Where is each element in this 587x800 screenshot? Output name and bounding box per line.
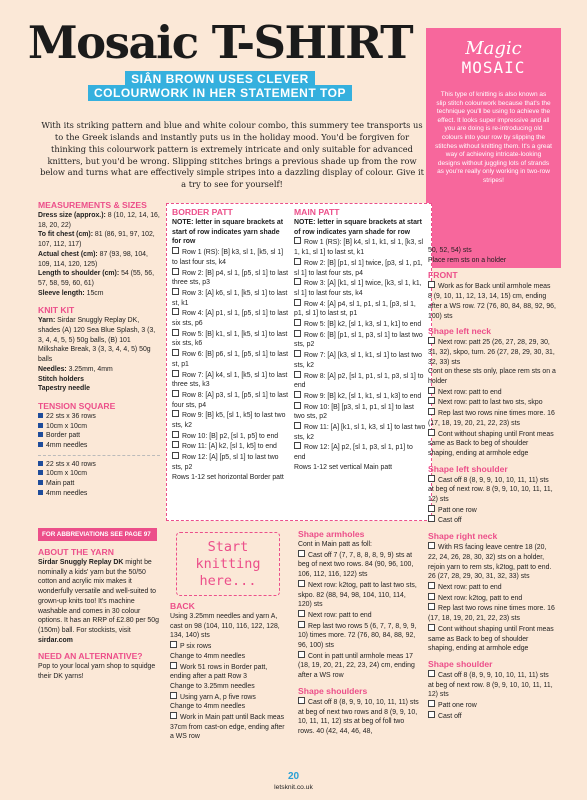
main-patt-heading: MAIN PATT bbox=[294, 207, 340, 217]
back-heading: BACK bbox=[170, 601, 195, 611]
checkbox-icon[interactable] bbox=[298, 697, 305, 704]
armholes-row: Cont in patt until armhole meas 17 (18, 19, 20, 21, 22, 23, 24) cm, ending after a WS row bbox=[298, 652, 415, 680]
checkbox-icon[interactable] bbox=[294, 330, 301, 337]
measure-sleeve: Sleeve length: 15cm bbox=[38, 289, 104, 297]
checkbox-icon[interactable] bbox=[294, 319, 301, 326]
measure-actual-chest: Actual chest (cm): 87 (93, 98, 104, 109, 114, 120, 125) bbox=[38, 250, 148, 268]
divider bbox=[38, 455, 160, 456]
left-neck-row: Next row: patt to end bbox=[428, 387, 556, 398]
checkbox-icon[interactable] bbox=[172, 308, 179, 315]
checkbox-icon[interactable] bbox=[428, 603, 435, 610]
tension-item: 10cm x 10cm bbox=[38, 422, 160, 432]
checkbox-icon[interactable] bbox=[294, 371, 301, 378]
knit-kit-heading: KNIT KIT bbox=[38, 305, 75, 316]
back-text: Change to 3.25mm needles bbox=[170, 682, 255, 690]
left-neck-row: Rep last two rows nine times more. 16 (17, 18, 19, 20, 21, 22, 23) sts bbox=[428, 410, 555, 427]
bullet-square-icon bbox=[38, 470, 43, 475]
back-text: Using 3.25mm needles and yarn A, cast on 98 (104, 110, 116, 122, 128, 134, 140) sts bbox=[170, 613, 280, 640]
bullet-square-icon bbox=[38, 442, 43, 447]
checkbox-icon[interactable] bbox=[172, 452, 179, 459]
checkbox-icon[interactable] bbox=[294, 402, 301, 409]
tension-item: Border patt bbox=[38, 431, 160, 441]
checkbox-icon[interactable] bbox=[294, 391, 301, 398]
checkbox-icon[interactable] bbox=[172, 370, 179, 377]
start-knitting-badge: Start knitting here... bbox=[176, 532, 280, 596]
checkbox-icon[interactable] bbox=[428, 542, 435, 549]
right-shoulder-heading: Shape shoulder bbox=[428, 658, 493, 669]
checkbox-icon[interactable] bbox=[170, 662, 177, 669]
right-neck-row: Next row: k2tog, patt to end bbox=[428, 593, 556, 604]
left-neck-heading: Shape left neck bbox=[428, 326, 492, 337]
back-row: Work in Main patt until Back meas 37cm from cast-on edge, ending after a WS row bbox=[170, 714, 285, 741]
right-shoulder-row: Patt one row bbox=[428, 700, 556, 711]
abbreviations-bar: FOR ABBREVIATIONS SEE PAGE 97 bbox=[38, 528, 157, 541]
left-column bbox=[38, 200, 160, 499]
shoulders-row: Cast off 8 (8, 9, 9, 10, 10, 11, 11) sts at beg of next two rows and 8 (9, 9, 10, 10, 11, 11, 12) sts at beg of foll two rows. 40 (42, 44, 46, 48, bbox=[298, 698, 419, 735]
left-shoulder-row: Cast off bbox=[428, 515, 556, 526]
right-neck-row: With RS facing leave centre 18 (20, 22, 24, 26, 28, 30, 32) sts on a holder, rejoin yarn to rem sts, k2tog, patt to end. 26 (27, 28, 29, 30, 31, 32, 33) sts bbox=[428, 544, 552, 581]
measure-to-fit-chest: To fit chest (cm): 81 (86, 91, 97, 102, 107, 112, 117) bbox=[38, 231, 155, 249]
main-row: Row 4: [A] p4, sl 1, p1, sl 1, [p3, sl 1, p1, sl 1] to last st, p1 bbox=[294, 300, 416, 318]
left-shoulder-row: Cast off 8 (8, 9, 9, 10, 10, 11, 11) sts at beg of next row. 8 (9, 9, 10, 10, 11, 11, 12) sts bbox=[428, 476, 553, 504]
page-title: Mosaic T-SHIRT bbox=[27, 16, 413, 69]
right-neck-row: Cont without shaping until Front meas same as Back to beg of shoulder shaping, ending at armhole edge bbox=[428, 625, 554, 653]
tension-item: Main patt bbox=[38, 479, 160, 489]
checkbox-icon[interactable] bbox=[170, 641, 177, 648]
main-row: Row 8: [A] p2, [sl 1, p1, sl 1, p3, sl 1] to end bbox=[294, 372, 424, 390]
main-row: Row 9: [B] k2, [sl 1, k1, sl 1, k3] to end bbox=[294, 391, 426, 402]
alternative-text: Pop to your local yarn shop to squidge their DK yarns! bbox=[38, 663, 156, 681]
site-footer[interactable]: letsknit.co.uk bbox=[274, 784, 313, 791]
checkbox-icon[interactable] bbox=[294, 278, 301, 285]
back-row: P six rows bbox=[170, 641, 288, 652]
main-patt-footer: Rows 1-12 set vertical Main patt bbox=[294, 463, 393, 471]
front-row: Work as for Back until armhole meas 8 (9, 10, 11, 12, 13, 14, 15) cm, ending after a WS row. 72 (76, 80, 84, 88, 92, 96, 100) sts bbox=[428, 283, 556, 320]
tension-item: 4mm needles bbox=[38, 441, 160, 451]
left-neck-cont: Cont on these sts only, place rem sts on a holder bbox=[428, 368, 556, 386]
main-row: Row 3: [A] [k1, sl 1] twice, [k3, sl 1, k1, sl 1] to last four sts, k4 bbox=[294, 280, 422, 297]
right-neck-heading: Shape right neck bbox=[428, 531, 498, 542]
yarn-column bbox=[38, 547, 160, 682]
bullet-square-icon bbox=[38, 461, 43, 466]
border-row: Row 9: [B] k5, [sl 1, k5] to last two sts, k2 bbox=[172, 412, 286, 430]
measurements-heading: MEASUREMENTS & SIZES bbox=[38, 200, 147, 210]
main-row: Row 6: [B] [p1, sl 1, p3, sl 1] to last two sts, p2 bbox=[294, 331, 423, 349]
right-neck-row: Rep last two rows nine times more. 16 (17, 18, 19, 20, 21, 22, 23) sts bbox=[428, 605, 555, 623]
back-row: Using yarn A, p five rows bbox=[170, 692, 288, 703]
armholes-row: Next row: k2tog, patt to last two sts, skpo. 82 (88, 94, 98, 104, 110, 114, 120) sts bbox=[298, 581, 417, 609]
checkbox-icon[interactable] bbox=[428, 700, 435, 707]
checkbox-icon[interactable] bbox=[428, 711, 435, 718]
border-patt-column bbox=[172, 207, 290, 482]
left-neck-row: Next row: patt 25 (26, 27, 28, 29, 30, 31, 32), skpo, turn. 26 (27, 28, 29, 30, 31, 32, 33) sts bbox=[428, 339, 555, 366]
right-column bbox=[428, 246, 556, 721]
checkbox-icon[interactable] bbox=[170, 712, 177, 719]
main-row: Row 1 (RS): [B] k4, sl 1, k1, sl 1, [k3, sl 1, k1, sl 1] to last st, k1 bbox=[294, 239, 424, 257]
main-row: Row 5: [B] k2, [sl 1, k3, sl 1, k1] to end bbox=[294, 319, 426, 330]
tension-item: 10cm x 10cm bbox=[38, 469, 160, 479]
checkbox-icon[interactable] bbox=[428, 397, 435, 404]
border-row: Row 8: [A] p3, sl 1, [p5, sl 1] to last four sts, p4 bbox=[172, 391, 289, 409]
checkbox-icon[interactable] bbox=[294, 299, 301, 306]
checkbox-icon[interactable] bbox=[428, 515, 435, 522]
kit-needles: Needles: 3.25mm, 4mm bbox=[38, 365, 113, 373]
sidebar-text: This type of knitting is also known as slip stitch colourwork because that's the technique you'll be using to achieve the effect. It looks super impressive and all you are doing is re-introducing old colours into your row by slipping the stitches without knitting them. It's a great way of achieving intricate-looking designs without juggling lots of strands as you're really only working in two-row stripes! bbox=[435, 91, 552, 184]
bullet-square-icon bbox=[38, 490, 43, 495]
checkbox-icon[interactable] bbox=[172, 268, 179, 275]
page-number: 20 bbox=[287, 771, 300, 782]
checkbox-icon[interactable] bbox=[172, 441, 179, 448]
right-neck-row: Next row: patt to end bbox=[428, 582, 556, 593]
left-neck-row: Next row: patt to last two sts, skpo bbox=[428, 397, 556, 408]
subtitle-text: SIÂN BROWN USES CLEVER COLOURWORK IN HER STATEMENT TOP bbox=[88, 71, 352, 101]
kit-tapestry-needle: Tapestry needle bbox=[38, 385, 90, 393]
border-row: Row 2: [B] p4, sl 1, [p5, sl 1] to last three sts, p3 bbox=[172, 269, 289, 287]
tension-item: 22 sts x 40 rows bbox=[38, 460, 160, 470]
subtitle bbox=[88, 72, 352, 100]
border-patt-note: NOTE: letter in square brackets at start of row indicates yarn shade for row bbox=[172, 219, 284, 246]
border-patt-footer: Rows 1-12 set horizontal Border patt bbox=[172, 473, 284, 481]
checkbox-icon[interactable] bbox=[428, 475, 435, 482]
border-row: Row 10: [B] p2, [sl 1, p5] to end bbox=[172, 431, 290, 442]
checkbox-icon[interactable] bbox=[298, 651, 305, 658]
shoulders-holder: Place rem sts on a holder bbox=[428, 256, 507, 264]
border-row: Row 12: [A] [p5, sl 1] to last two sts, p2 bbox=[172, 454, 279, 471]
checkbox-icon[interactable] bbox=[294, 442, 301, 449]
bullet-square-icon bbox=[38, 432, 43, 437]
tension-item: 22 sts x 36 rows bbox=[38, 412, 160, 422]
right-shoulder-row: Cast off bbox=[428, 711, 556, 722]
magic-mosaic-sidebar bbox=[426, 28, 561, 268]
left-shoulder-heading: Shape left shoulder bbox=[428, 463, 508, 474]
main-row: Row 7: [A] [k3, sl 1, k1, sl 1] to last two sts, k2 bbox=[294, 352, 422, 369]
checkbox-icon[interactable] bbox=[172, 349, 179, 356]
main-row: Row 10: [B] [p3, sl 1, p1, sl 1] to last two sts, p2 bbox=[294, 403, 414, 421]
checkbox-icon[interactable] bbox=[172, 288, 179, 295]
armholes-column bbox=[298, 529, 420, 737]
checkbox-icon[interactable] bbox=[428, 582, 435, 589]
kit-yarn: Yarn: Sirdar Snuggly Replay DK, shades (A) 120 Sea Blue Splash, 3 (3, 3, 4, 4, 5, 5) 50g balls, (B) 101 Milkshake Break, 3 (3, 3, 4, 4, 5) 50g balls bbox=[38, 317, 156, 364]
checkbox-icon[interactable] bbox=[298, 610, 305, 617]
border-row: Row 5: [B] k1, sl 1, [k5, sl 1] to last six sts, k6 bbox=[172, 330, 288, 348]
checkbox-icon[interactable] bbox=[172, 431, 179, 438]
main-row: Row 12: [A] p2, [sl 1, p3, sl 1, p1] to end bbox=[294, 444, 413, 462]
main-patt-column bbox=[294, 207, 426, 473]
border-row: Row 6: [B] p6, sl 1, [p5, sl 1] to last st, p1 bbox=[172, 351, 289, 368]
checkbox-icon[interactable] bbox=[172, 247, 179, 254]
checkbox-icon[interactable] bbox=[294, 237, 301, 244]
tension-heading: TENSION SQUARE bbox=[38, 400, 116, 411]
right-shoulder-row: Cast off 8 (8, 9, 9, 10, 10, 11, 11) sts at beg of next row. 8 (9, 9, 10, 10, 11, 11, 12) sts bbox=[428, 671, 553, 699]
armholes-intro: Cont in Main patt as foll: bbox=[298, 541, 372, 548]
back-row: Work 51 rows in Border patt, ending after a patt Row 3 bbox=[170, 663, 268, 681]
about-yarn-heading: ABOUT THE YARN bbox=[38, 547, 114, 557]
sidebar-heading-magic: Magic bbox=[465, 38, 522, 59]
sirdar-link[interactable]: sirdar.com bbox=[38, 636, 73, 644]
checkbox-icon[interactable] bbox=[172, 329, 179, 336]
checkbox-icon[interactable] bbox=[294, 258, 301, 265]
border-row: Row 3: [A] k6, sl 1, [k5, sl 1] to last st, k1 bbox=[172, 289, 288, 307]
checkbox-icon[interactable] bbox=[428, 505, 435, 512]
left-neck-row: Cont without shaping until Front meas same as Back to beg of shoulder shaping, ending at armhole edge bbox=[428, 430, 554, 457]
checkbox-icon[interactable] bbox=[428, 429, 435, 436]
kit-stitch-holders: Stitch holders bbox=[38, 375, 84, 383]
checkbox-icon[interactable] bbox=[428, 387, 435, 394]
armholes-row: Next row: patt to end bbox=[298, 610, 420, 621]
measure-length: Length to shoulder (cm): 54 (55, 56, 57, 58, 59, 60, 61) bbox=[38, 270, 155, 287]
left-shoulder-row: Patt one row bbox=[428, 505, 556, 516]
intro-paragraph: With its striking pattern and blue and white colour combo, this summery tee transports us to the Greek islands and instantly puts us in the holiday mood. You'd be forgiven for thinking this colourwork pattern is extremely intricate and only suitable for advanced knitters, but you'd be wrong. Slipping stitches brings a previous shade up from the row below and turns what are effectively simple stripes into a dazzling display of colour. Give it a try to see for yourself! bbox=[40, 120, 424, 190]
bullet-square-icon bbox=[38, 423, 43, 428]
about-yarn-text: Sirdar Snuggly Replay DK might be nominally a kids' yarn but the 50/50 cotton and acrylic mix makes it wonderfully versatile and well-suited to grown-up knits too! It's machine washable and comes in 30 colour options. It has an RRP of £2.80 per 50g (150m) ball. For stockists, visit sirdar.com bbox=[38, 559, 159, 644]
checkbox-icon[interactable] bbox=[294, 350, 301, 357]
bullet-square-icon bbox=[38, 413, 43, 418]
back-text: Change to 4mm needles bbox=[170, 652, 246, 660]
border-row: Row 4: [A] p1, sl 1, [p5, sl 1] to last six sts, p6 bbox=[172, 310, 289, 328]
shoulders-heading: Shape shoulders bbox=[298, 685, 368, 696]
checkbox-icon[interactable] bbox=[428, 281, 435, 288]
main-patt-note: NOTE: letter in square brackets at start of row indicates yarn shade for row bbox=[294, 219, 422, 236]
alternative-heading: NEED AN ALTERNATIVE? bbox=[38, 651, 143, 662]
sidebar-heading-mosaic: MOSAIC bbox=[461, 58, 526, 77]
measure-dress-size: Dress size (approx.): 8 (10, 12, 14, 16, 18, 20, 22) bbox=[38, 212, 160, 229]
checkbox-icon[interactable] bbox=[428, 408, 435, 415]
checkbox-icon[interactable] bbox=[428, 593, 435, 600]
checkbox-icon[interactable] bbox=[170, 692, 177, 699]
border-row: Row 11: [A] k2, [sl 1, k5] to end bbox=[172, 441, 290, 452]
checkbox-icon[interactable] bbox=[428, 337, 435, 344]
armholes-heading: Shape armholes bbox=[298, 529, 365, 539]
tension-item: 4mm needles bbox=[38, 489, 160, 499]
checkbox-icon[interactable] bbox=[298, 621, 305, 628]
border-patt-heading: BORDER PATT bbox=[172, 207, 233, 217]
border-row: Row 1 (RS): [B] k3, sl 1, [k5, sl 1] to last four sts, k4 bbox=[172, 249, 284, 266]
back-text: Change to 4mm needles bbox=[170, 703, 246, 711]
bullet-square-icon bbox=[38, 480, 43, 485]
armholes-row: Cast off 7 (7, 7, 8, 8, 8, 9, 9) sts at beg of next two rows. 84 (90, 96, 100, 106, 112, 116, 122) sts bbox=[298, 551, 414, 579]
checkbox-icon[interactable] bbox=[172, 410, 179, 417]
shoulders-cont: 50, 52, 54) sts bbox=[428, 247, 472, 254]
checkbox-icon[interactable] bbox=[298, 580, 305, 587]
front-heading: FRONT bbox=[428, 270, 458, 281]
checkbox-icon[interactable] bbox=[172, 390, 179, 397]
main-row: Row 11: [A] [k1, sl 1, k3, sl 1] to last two sts, k2 bbox=[294, 424, 426, 441]
back-column bbox=[170, 601, 288, 742]
checkbox-icon[interactable] bbox=[428, 670, 435, 677]
main-row: Row 2: [B] [p1, sl 1] twice, [p3, sl 1, p1, sl 1] to last four sts, p4 bbox=[294, 259, 423, 277]
checkbox-icon[interactable] bbox=[428, 624, 435, 631]
checkbox-icon[interactable] bbox=[294, 422, 301, 429]
armholes-row: Rep last two rows 5 (6, 7, 7, 8, 9, 9, 10) times more. 72 (76, 80, 84, 88, 92, 96, 100) sts bbox=[298, 622, 417, 650]
checkbox-icon[interactable] bbox=[298, 550, 305, 557]
border-row: Row 7: [A] k4, sl 1, [k5, sl 1] to last three sts, k3 bbox=[172, 371, 288, 389]
